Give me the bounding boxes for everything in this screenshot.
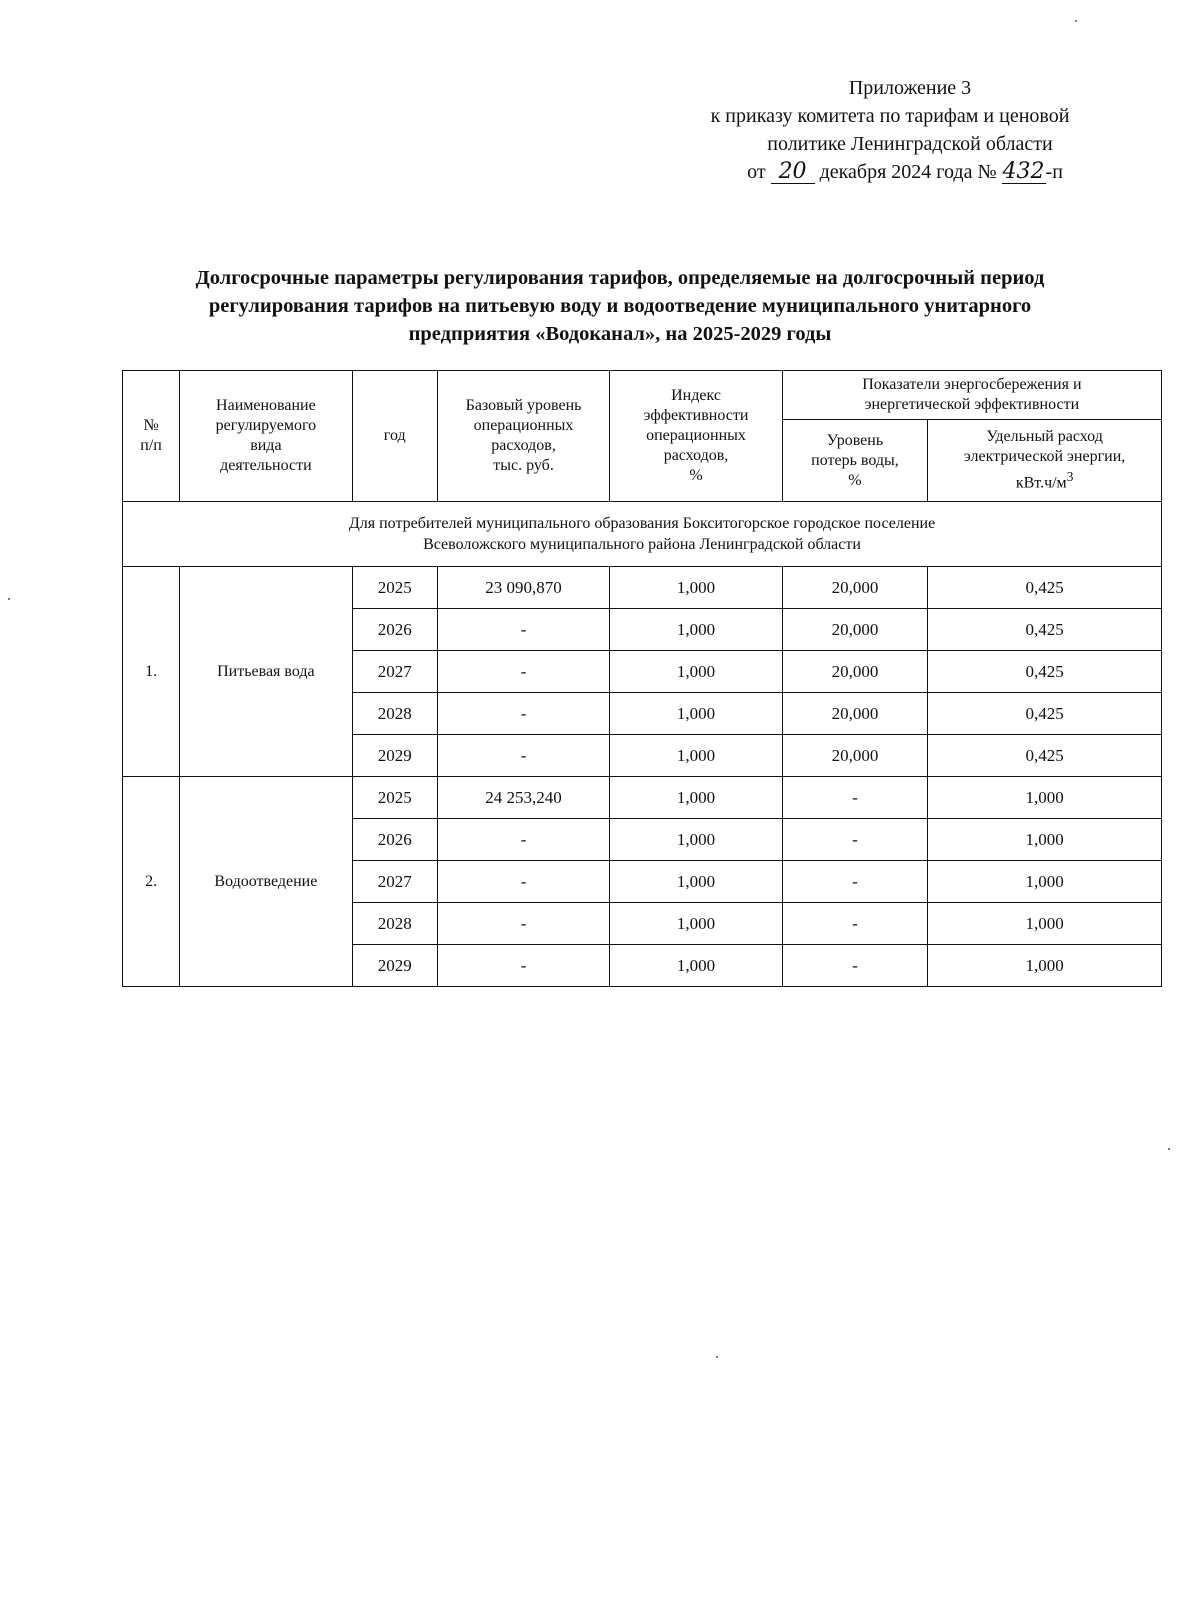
electricity-cell: 1,000 — [928, 819, 1162, 861]
unit-superscript: 3 — [1066, 469, 1074, 485]
order-prefix: от — [747, 161, 766, 183]
order-suffix: -п — [1045, 161, 1063, 183]
consumer-group-text: Для потребителей муниципального образования Бокситогорское городское поселение — [348, 515, 936, 532]
base-level-cell: - — [437, 903, 609, 945]
scan-speck — [1075, 20, 1077, 22]
header-base-level — [437, 371, 609, 502]
table-header-row — [123, 371, 1162, 420]
electricity-cell: 1,000 — [928, 945, 1162, 987]
header-text: п/п — [140, 437, 162, 454]
base-level-cell: - — [437, 945, 609, 987]
consumer-group-text: Всеволожского муниципального района Ленинградской области — [423, 536, 861, 553]
section-num-cell: 1. — [123, 567, 180, 777]
title-line: предприятия «Водоканал», на 2025-2029 годы — [408, 323, 832, 345]
electricity-cell: 0,425 — [928, 567, 1162, 609]
year-cell: 2027 — [352, 861, 437, 903]
year-cell: 2026 — [352, 609, 437, 651]
efficiency-index-cell: 1,000 — [610, 777, 782, 819]
annex-title: Приложение 3 — [848, 77, 972, 99]
efficiency-index-cell: 1,000 — [610, 819, 782, 861]
unit-text: кВт.ч/м — [1015, 474, 1067, 492]
header-text: тыс. руб. — [493, 457, 554, 474]
year-cell: 2027 — [352, 651, 437, 693]
order-date-line — [620, 158, 1160, 186]
consumer-group-row — [123, 502, 1162, 567]
year-cell: 2028 — [352, 693, 437, 735]
header-text: расходов, — [663, 447, 729, 464]
year-cell: 2029 — [352, 945, 437, 987]
header-efficiency-index — [610, 371, 782, 502]
header-text: потерь воды, — [811, 451, 899, 469]
header-text: операционных — [473, 417, 574, 434]
header-activity — [180, 371, 352, 502]
header-text: Наименование — [216, 397, 316, 414]
header-energy-group — [782, 371, 1161, 420]
base-level-cell: - — [437, 819, 609, 861]
efficiency-index-cell: 1,000 — [610, 903, 782, 945]
header-text: % — [848, 471, 862, 489]
water-loss-cell: - — [782, 819, 927, 861]
base-level-cell: - — [437, 735, 609, 777]
scan-speck — [1168, 1148, 1170, 1150]
order-middle: декабря 2024 года № — [819, 161, 997, 183]
header-electricity — [928, 420, 1162, 502]
efficiency-index-cell: 1,000 — [610, 567, 782, 609]
electricity-cell: 0,425 — [928, 609, 1162, 651]
header-text: % — [689, 467, 703, 484]
efficiency-index-cell: 1,000 — [610, 651, 782, 693]
water-loss-cell: - — [782, 777, 927, 819]
section-activity-cell: Питьевая вода — [180, 567, 352, 777]
header-text: Удельный расход — [986, 428, 1103, 446]
annex-header — [620, 74, 1160, 186]
water-loss-cell: 20,000 — [782, 651, 927, 693]
base-level-cell: - — [437, 861, 609, 903]
efficiency-index-cell: 1,000 — [610, 735, 782, 777]
title-line: Долгосрочные параметры регулирования тарифов, определяемые на долгосрочный период — [195, 267, 1045, 289]
header-text: электрической энергии, — [963, 448, 1126, 466]
scan-speck — [716, 1356, 718, 1358]
electricity-cell: 1,000 — [928, 903, 1162, 945]
efficiency-index-cell: 1,000 — [610, 945, 782, 987]
header-text: вида — [250, 437, 282, 454]
year-cell: 2029 — [352, 735, 437, 777]
section-num-cell: 2. — [123, 777, 180, 987]
electricity-cell: 0,425 — [928, 735, 1162, 777]
base-level-cell: - — [437, 651, 609, 693]
header-text: Базовый уровень — [465, 397, 582, 414]
water-loss-cell: 20,000 — [782, 735, 927, 777]
header-text: Показатели энергосбережения и — [862, 376, 1082, 393]
order-number-handwritten: 432 — [1002, 159, 1045, 184]
header-num — [123, 371, 180, 502]
header-text: эффективности — [643, 407, 749, 424]
header-text: расходов, — [491, 437, 556, 454]
header-text: операционных — [646, 427, 746, 444]
water-loss-cell: - — [782, 903, 927, 945]
header-text: регулируемого — [215, 417, 317, 434]
base-level-cell: 24 253,240 — [437, 777, 609, 819]
header-text: № — [143, 417, 159, 434]
electricity-cell: 0,425 — [928, 651, 1162, 693]
electricity-cell: 0,425 — [928, 693, 1162, 735]
header-water-loss — [782, 420, 927, 502]
water-loss-cell: - — [782, 861, 927, 903]
year-cell: 2028 — [352, 903, 437, 945]
base-level-cell: - — [437, 609, 609, 651]
header-year — [352, 371, 437, 502]
efficiency-index-cell: 1,000 — [610, 609, 782, 651]
section-activity-cell: Водоотведение — [180, 777, 352, 987]
document-title — [110, 264, 1130, 348]
title-line: регулирования тарифов на питьевую воду и водоотведение муниципального унитарного — [208, 295, 1032, 317]
year-cell: 2026 — [352, 819, 437, 861]
base-level-cell: - — [437, 693, 609, 735]
header-text: Уровень — [826, 431, 884, 449]
annex-committee: политике Ленинградской области — [767, 133, 1053, 155]
electricity-cell: 1,000 — [928, 777, 1162, 819]
scan-speck — [8, 598, 10, 600]
header-text — [932, 467, 1157, 493]
water-loss-cell: 20,000 — [782, 567, 927, 609]
water-loss-cell: 20,000 — [782, 693, 927, 735]
parameters-table — [122, 370, 1162, 987]
header-text: деятельности — [220, 457, 312, 474]
electricity-cell: 1,000 — [928, 861, 1162, 903]
efficiency-index-cell: 1,000 — [610, 693, 782, 735]
year-cell: 2025 — [352, 777, 437, 819]
order-day-handwritten: 20 — [771, 161, 815, 184]
table-row — [123, 777, 1162, 819]
header-text: Индекс — [671, 387, 721, 404]
header-text: год — [383, 427, 406, 444]
water-loss-cell: - — [782, 945, 927, 987]
annex-order-ref: к приказу комитета по тарифам и ценовой — [710, 105, 1070, 127]
consumer-group-cell — [123, 502, 1162, 567]
efficiency-index-cell: 1,000 — [610, 861, 782, 903]
header-text: энергетической эффективности — [864, 396, 1080, 413]
base-level-cell: 23 090,870 — [437, 567, 609, 609]
water-loss-cell: 20,000 — [782, 609, 927, 651]
year-cell: 2025 — [352, 567, 437, 609]
table-row — [123, 567, 1162, 609]
